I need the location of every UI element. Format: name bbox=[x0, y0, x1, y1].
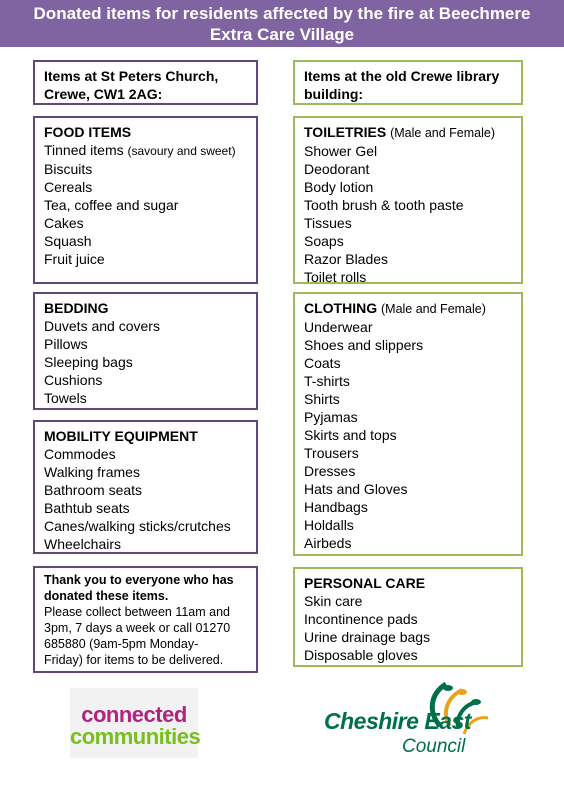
list-item: Trousers bbox=[304, 445, 359, 461]
library-line-2: building: bbox=[304, 86, 364, 102]
list-item: Biscuits bbox=[44, 161, 93, 177]
list-item: Hats and Gloves bbox=[304, 481, 408, 497]
banner-line-1: Donated items for residents affected by the fire at Beechmere bbox=[33, 4, 531, 23]
crewe-library-header-box bbox=[293, 60, 523, 105]
list-item: Shoes and slippers bbox=[304, 337, 424, 353]
st-peters-header-box bbox=[33, 60, 258, 105]
personal-care-box bbox=[293, 567, 523, 667]
list-item: Skin care bbox=[304, 593, 363, 609]
list-item: Handbags bbox=[304, 499, 368, 515]
list-item: Cereals bbox=[44, 179, 93, 195]
thanks-bold-line-1: Thank you to everyone who has bbox=[44, 573, 234, 587]
list-item: Shirts bbox=[304, 391, 340, 407]
list-item: Wheelchairs bbox=[44, 536, 122, 552]
thanks-bold-line-2: donated these items. bbox=[44, 589, 169, 603]
tinned-items-label: Tinned items bbox=[44, 142, 124, 158]
list-item: Cushions bbox=[44, 372, 103, 388]
toiletries-title: TOILETRIES bbox=[304, 124, 387, 140]
list-item: Bathtub seats bbox=[44, 500, 130, 516]
list-item: Cakes bbox=[44, 215, 84, 231]
list-item: Pyjamas bbox=[304, 409, 358, 425]
cheshire-east-council-logo bbox=[322, 676, 498, 762]
list-item: Squash bbox=[44, 233, 92, 249]
clothing-note: (Male and Female) bbox=[381, 302, 486, 316]
list-item: Tea, coffee and sugar bbox=[44, 197, 179, 213]
list-item: Commodes bbox=[44, 446, 116, 462]
list-item: Incontinence pads bbox=[304, 611, 418, 627]
thanks-line-4: Friday) for items to be delivered. bbox=[44, 653, 224, 667]
tinned-items-note: (savoury and sweet) bbox=[127, 144, 236, 158]
list-item: Walking frames bbox=[44, 464, 140, 480]
list-item: T-shirts bbox=[304, 373, 350, 389]
clothing-title: CLOTHING bbox=[304, 300, 378, 316]
list-item: Canes/walking sticks/crutches bbox=[44, 518, 231, 534]
logo-word-connected: connected bbox=[81, 702, 187, 727]
list-item: Disposable gloves bbox=[304, 647, 418, 663]
list-item: Airbeds bbox=[304, 535, 352, 551]
logo-word-communities: communities bbox=[70, 724, 201, 749]
logo-word-council: Council bbox=[402, 736, 466, 757]
list-item: Skirts and tops bbox=[304, 427, 397, 443]
thanks-line-1: Please collect between 11am and bbox=[44, 605, 230, 619]
toiletries-heading bbox=[304, 123, 513, 142]
food-items-box bbox=[33, 116, 258, 284]
clothing-heading bbox=[304, 299, 513, 318]
food-items-heading: FOOD ITEMS bbox=[44, 124, 132, 140]
list-item: Tissues bbox=[304, 215, 352, 231]
list-item: Toilet rolls bbox=[304, 269, 367, 285]
list-item: Body lotion bbox=[304, 179, 374, 195]
toiletries-box bbox=[293, 116, 523, 284]
list-item: Pillows bbox=[44, 336, 88, 352]
connected-communities-logo bbox=[70, 688, 201, 758]
list-item: Duvets and covers bbox=[44, 318, 160, 334]
list-item: Razor Blades bbox=[304, 251, 389, 267]
list-item: Towels bbox=[44, 390, 87, 406]
list-item: Tooth brush & tooth paste bbox=[304, 197, 464, 213]
list-item bbox=[44, 141, 248, 160]
list-item: Shower Gel bbox=[304, 143, 378, 159]
list-item: Urine drainage bags bbox=[304, 629, 431, 645]
thanks-line-2: 3pm, 7 days a week or call 01270 bbox=[44, 621, 231, 635]
list-item: Fruit juice bbox=[44, 251, 105, 267]
mobility-heading: MOBILITY EQUIPMENT bbox=[44, 428, 198, 444]
list-item: Coats bbox=[304, 355, 341, 371]
list-item: Dresses bbox=[304, 463, 356, 479]
list-item: Deodorant bbox=[304, 161, 370, 177]
bedding-box bbox=[33, 292, 258, 410]
banner-line-2: Extra Care Village bbox=[209, 25, 355, 44]
toiletries-note: (Male and Female) bbox=[390, 126, 495, 140]
bedding-heading: BEDDING bbox=[44, 300, 109, 316]
list-item: Soaps bbox=[304, 233, 344, 249]
personal-care-heading: PERSONAL CARE bbox=[304, 575, 426, 591]
list-item: Bathroom seats bbox=[44, 482, 143, 498]
list-item: Holdalls bbox=[304, 517, 354, 533]
clothing-box bbox=[293, 292, 523, 556]
logo-word-cheshire-east: Cheshire East bbox=[324, 708, 471, 734]
mobility-equipment-box bbox=[33, 420, 258, 554]
st-peters-line-2: Crewe, CW1 2AG: bbox=[44, 86, 163, 102]
list-item: Sleeping bags bbox=[44, 354, 133, 370]
library-line-1: Items at the old Crewe library bbox=[304, 68, 500, 84]
list-item: Underwear bbox=[304, 319, 373, 335]
thank-you-box bbox=[33, 566, 258, 673]
st-peters-line-1: Items at St Peters Church, bbox=[44, 68, 219, 84]
title-banner bbox=[0, 0, 564, 47]
thanks-line-3: 685880 (9am-5pm Monday- bbox=[44, 637, 199, 651]
